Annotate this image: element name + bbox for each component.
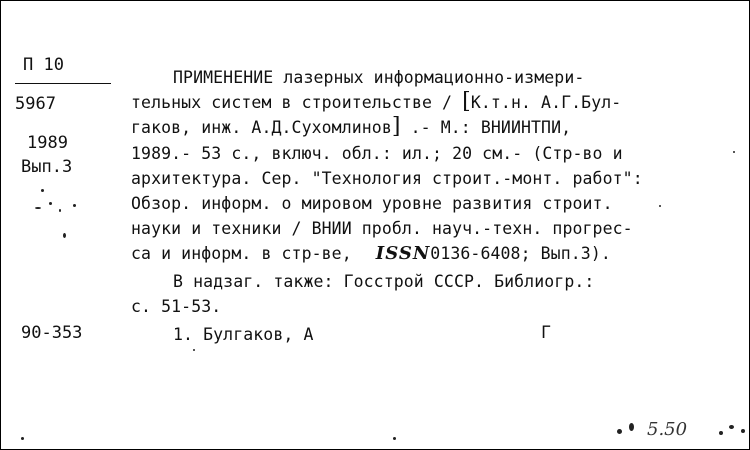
pencil-mark [729, 425, 734, 429]
pencil-mark [741, 429, 745, 433]
stray-dot [393, 437, 396, 440]
description-text: .- М.: ВНИИНТПИ, [400, 118, 572, 137]
call-volume: Вып.3 [21, 157, 73, 177]
pencil-mark [719, 431, 723, 435]
call-bottom-number: 90-353 [21, 323, 83, 343]
description-text: са и информ. в стр-ве, [131, 244, 352, 263]
call-index: П 10 [23, 55, 64, 75]
pencil-mark [617, 429, 622, 434]
issn-label: ISSN [375, 243, 431, 264]
pencil-mark [73, 204, 76, 207]
issn-number: 0136-6408; Вып.3). [430, 244, 611, 263]
pencil-mark [35, 207, 41, 209]
description-line [131, 89, 622, 114]
description-line: Обзор. информ. о мировом уровне развития строит. [131, 194, 613, 213]
description-line: науки и техники / ВНИИ пробл. науч.-техн. прогрес- [131, 219, 633, 238]
call-divider [15, 83, 111, 84]
description-text: тельных систем в строительстве / [131, 93, 463, 112]
description-line: с. 51-53. [131, 297, 222, 316]
stray-dot [193, 349, 195, 351]
pencil-mark [59, 209, 61, 212]
handwritten-price: 5.50 [647, 419, 688, 440]
pencil-mark [41, 189, 44, 192]
pencil-mark [49, 202, 52, 205]
description-text: гаков, инж. А.Д.Сухомлинов [131, 118, 392, 137]
stray-dot [733, 151, 735, 153]
stray-dot [21, 437, 24, 440]
bracket-close-icon: ] [391, 114, 401, 139]
description-line: В надзаг. также: Госстрой СССР. Библиогр.: [173, 272, 595, 291]
pencil-mark [63, 233, 66, 238]
description-line [131, 114, 572, 139]
call-year: 1989 [27, 133, 68, 153]
description-line: ПРИМЕНЕНИЕ лазерных информационно-измери- [173, 68, 585, 87]
bracket-open-icon: [ [462, 89, 471, 114]
description-line: архитектура. Сер. "Технология строит.-монт. работ": [131, 169, 643, 188]
stray-dot [659, 205, 661, 207]
call-number: 5967 [15, 94, 56, 114]
description-text: К.т.н. А.Г.Бул- [470, 93, 622, 112]
tracing-entry: 1. Булгаков, А [173, 325, 314, 344]
description-line: 1989.- 53 с., включ. обл.: ил.; 20 см.- (Стр-во и [131, 144, 623, 163]
tracing-letter: Г [541, 323, 552, 342]
description-line [131, 244, 611, 264]
pencil-mark [629, 423, 634, 431]
